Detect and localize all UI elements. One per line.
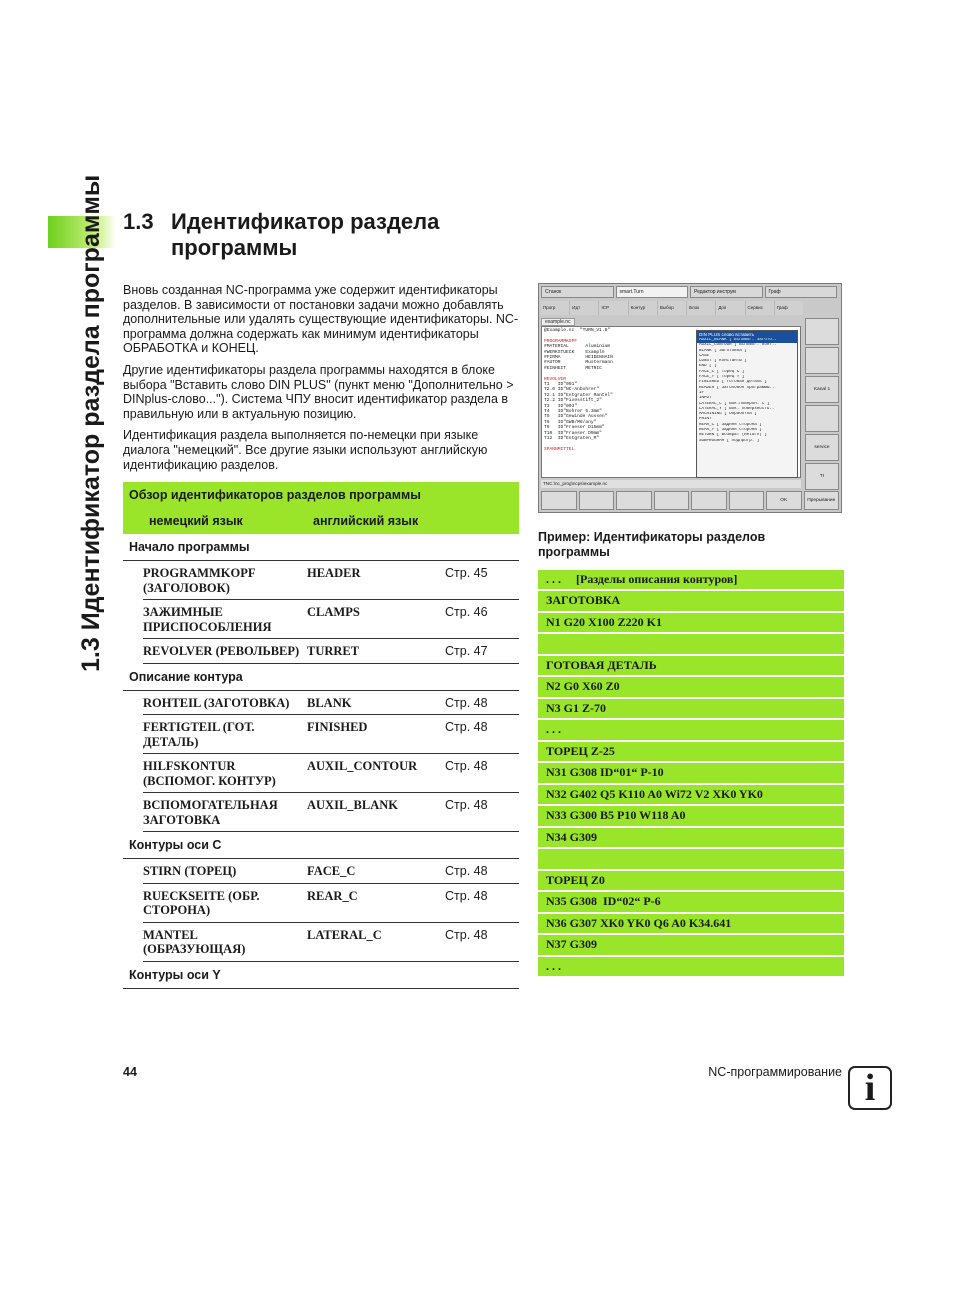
german-identifier: RUECKSEITE (ОБР. СТОРОНА) — [143, 883, 307, 922]
screenshot-tabs — [541, 286, 837, 298]
toolbar-menu-item[interactable]: Выбор — [658, 301, 686, 315]
code-line — [538, 634, 844, 653]
english-identifier: BLANK — [307, 690, 445, 715]
horizontal-softkey[interactable]: Прерывание — [804, 491, 840, 510]
table-row — [123, 600, 519, 639]
popup-item[interactable]: FACE_Y [ Торец Y ] — [699, 375, 745, 380]
section-title-line2: программы — [171, 235, 298, 260]
chapter-name: NC-программирование — [708, 1065, 842, 1079]
table-row — [123, 922, 519, 961]
code-line: N1 G20 X100 Z220 K1 — [538, 613, 844, 632]
page-reference: Стр. 48 — [445, 715, 519, 754]
section-title-line1: Идентификатор раздела — [171, 209, 440, 234]
editor-line: @Example.nc "TURN_V1.0" — [544, 328, 611, 333]
intro-paragraph: Другие идентификаторы раздела программы находятся в блоке выбора "Вставить слово DIN PLUS" (пункт меню "Дополнительно > DINplus-слово..."). Система ЧПУ вносит идентификатор раздела в правильную или в актуальную позицию. — [123, 362, 514, 421]
page-reference: Стр. 46 — [445, 600, 519, 639]
german-identifier: STIRN (ТОРЕЦ) — [143, 859, 307, 884]
code-line: N34 G309 — [538, 828, 844, 847]
editor-line: T9 ID"Fraeser D15mm" — [544, 425, 605, 431]
code-line: N36 G307 XK0 YK0 Q6 A0 K34.641 — [538, 914, 844, 933]
german-identifier: PROGRAMMKOPF (ЗАГОЛОВОК) — [143, 561, 307, 600]
popup-item[interactable]: AUXIL_BLANK [ Вспомог. загото.. — [697, 338, 797, 343]
english-identifier: TURRET — [307, 639, 445, 664]
table-row — [123, 561, 519, 600]
page-reference: Стр. 48 — [445, 793, 519, 832]
info-icon: i — [848, 1066, 892, 1110]
section-number: 1.3 — [123, 209, 154, 234]
page-reference: Стр. 47 — [445, 639, 519, 664]
popup-item[interactable]: BLANK [ Заготовка ] — [699, 348, 747, 353]
german-identifier: FERTIGTEIL (ГОТ. ДЕТАЛЬ) — [143, 715, 307, 754]
editor-line: T4 ID"Bohrer 5.3mm" — [544, 409, 602, 415]
editor-line: T2.2 ID"Fixesstift_2" — [544, 398, 602, 404]
popup-item[interactable]: PRINT — [699, 417, 712, 422]
horizontal-softkey[interactable]: OK — [766, 491, 802, 510]
toolbar-menu-item[interactable]: Граф — [775, 301, 803, 315]
vertical-softkeys — [805, 318, 839, 490]
popup-item[interactable]: IF — [699, 390, 705, 395]
file-path: TNC:\nc_prog\ncps\example.nc — [541, 480, 801, 488]
table-indent — [123, 883, 143, 922]
code-line: ТОРЕЦ Z-25 — [538, 742, 844, 761]
table-title: Обзор идентификаторов разделов программы — [123, 482, 519, 508]
popup-item[interactable]: SUBPROGRAM [ Подпрогр. ] — [699, 438, 760, 443]
popup-item[interactable]: LATERAL_C [ Бок.поверхн. C ] — [699, 401, 770, 406]
popup-item[interactable]: REAR_C [ Задняя сторона ] — [699, 422, 762, 427]
english-identifier: REAR_C — [307, 883, 445, 922]
toolbar-menu-item[interactable]: ICP — [599, 301, 627, 315]
page-reference: Стр. 48 — [445, 754, 519, 793]
popup-item[interactable]: FACE_C [ Торец C ] — [699, 369, 745, 374]
editor-line: SPANNMITTEL — [544, 446, 575, 452]
toolbar-menu-item[interactable]: Идт — [570, 301, 598, 315]
code-example — [538, 570, 844, 978]
identifiers-table — [123, 482, 519, 989]
german-identifier: MANTEL (ОБРАЗУЮЩАЯ) — [143, 922, 307, 961]
table-section-row — [123, 663, 519, 690]
editor-line: T5 ID"Gewinde Aussen" — [544, 414, 608, 420]
editor-line: T6 ID"GWB/M6/any" — [544, 419, 597, 425]
toolbar-menu-item[interactable]: Блок — [687, 301, 715, 315]
editor-line: T2.0 ID"NC-Anbohrer" — [544, 387, 600, 393]
table-row — [123, 859, 519, 884]
german-identifier: ВСПОМОГАТЕЛЬНАЯ ЗАГОТОВКА — [143, 793, 307, 832]
toolbar-menu-item[interactable]: Доп — [716, 301, 744, 315]
table-row — [123, 754, 519, 793]
table-row — [123, 793, 519, 832]
popup-item[interactable]: CASE — [699, 353, 710, 358]
vertical-softkey[interactable] — [805, 405, 839, 432]
table-indent — [123, 600, 143, 639]
german-identifier: ROHTEIL (ЗАГОТОВКА) — [143, 690, 307, 715]
english-identifier: AUXIL_CONTOUR — [307, 754, 445, 793]
code-line: N2 G0 X60 Z0 — [538, 677, 844, 696]
editor-line: #MATERIAL Aluminium — [544, 344, 611, 350]
code-line: ЗАГОТОВКА — [538, 591, 844, 610]
english-identifier: AUXIL_BLANK — [307, 793, 445, 832]
table-section-row — [123, 961, 519, 988]
table-row — [123, 639, 519, 664]
popup-item[interactable]: RETURN [ Возврат (Return) ] — [699, 433, 767, 438]
german-identifier: HILFSKONTUR (ВСПОМОГ. КОНТУР) — [143, 754, 307, 793]
intro-paragraph: Идентификация раздела выполняется по-немецки при языке диалога "немецкий". Все другие языки используют английскую идентификацию разделов. — [123, 428, 488, 472]
toolbar-menu-item[interactable]: Сервис — [746, 301, 774, 315]
tab-graphics[interactable]: Граф — [765, 286, 838, 298]
table-indent — [123, 715, 143, 754]
code-line: N31 G308 ID“01“ P-10 — [538, 763, 844, 782]
editor-line: #EINHEIT METRIC — [544, 365, 602, 371]
english-identifier: CLAMPS — [307, 600, 445, 639]
english-identifier: FINISHED — [307, 715, 445, 754]
popup-item[interactable]: AUXIL_CONTOUR [ Вспомог. конт.. — [699, 343, 777, 348]
vertical-softkey[interactable] — [805, 318, 839, 345]
code-line: N35 G308 ID“02“ P-6 — [538, 892, 844, 911]
vertical-softkey[interactable]: TI — [805, 463, 839, 490]
tab-tool-editor[interactable]: Редактор инструм — [690, 286, 763, 298]
english-identifier: FACE_C — [307, 859, 445, 884]
table-indent — [123, 639, 143, 664]
page-reference: Стр. 48 — [445, 883, 519, 922]
popup-item[interactable]: INPUT — [699, 396, 712, 401]
table-indent — [123, 922, 143, 961]
column-header-german: немецкий язык — [123, 508, 307, 534]
horizontal-softkey[interactable] — [691, 491, 727, 510]
screenshot-toolbar — [541, 301, 803, 315]
editor-line: #WERKSTUECK Example — [544, 349, 605, 355]
table-row — [123, 715, 519, 754]
editor-filename: example.nc — [541, 318, 575, 326]
editor-line: #AUTOR Mustermann — [544, 360, 613, 366]
popup-item[interactable]: FINISHED [ Готовая деталь ] — [699, 380, 767, 385]
table-indent — [123, 690, 143, 715]
code-line: . . . — [538, 720, 844, 739]
side-chapter-title: 1.3 Идентификатор раздела программы — [77, 174, 105, 672]
code-line: N32 G402 Q5 K110 A0 Wi72 V2 XK0 YK0 — [538, 785, 844, 804]
editor-line: REVOLVER — [544, 376, 567, 382]
vertical-softkey[interactable]: service — [805, 434, 839, 461]
din-plus-word-popup — [696, 330, 798, 478]
table-section-label: Контуры оси Y — [123, 961, 519, 988]
page-reference: Стр. 48 — [445, 690, 519, 715]
german-identifier: REVOLVER (РЕВОЛЬВЕР) — [143, 639, 307, 664]
horizontal-softkey[interactable] — [616, 491, 652, 510]
table-indent — [123, 793, 143, 832]
table-section-label: Контуры оси C — [123, 832, 519, 859]
popup-title: DIN PLUS слово вставить — [697, 331, 797, 338]
editor-line: PROGRAMMKOPF — [544, 338, 578, 344]
popup-item[interactable]: HEADER [ Заголовок программы.. — [699, 385, 775, 390]
table-section-label: Начало программы — [123, 534, 519, 561]
code-line: . . . [Разделы описания контуров] — [538, 570, 844, 589]
page-reference: Стр. 48 — [445, 859, 519, 884]
editor-line: T10 ID"Fraeser D9mm" — [544, 430, 602, 436]
tab-machine[interactable]: Станок — [541, 286, 614, 298]
editor-line: T3 ID"003" — [544, 403, 578, 409]
horizontal-softkey[interactable] — [654, 491, 690, 510]
code-line: ТОРЕЦ Z0 — [538, 871, 844, 890]
column-header-english: английский язык — [307, 508, 519, 534]
table-indent — [123, 859, 143, 884]
toolbar-menu-item[interactable]: Прогр — [541, 301, 569, 315]
vertical-softkey[interactable]: Kanal 1 — [805, 376, 839, 403]
table-indent — [123, 754, 143, 793]
editor-line: T1 ID"001" — [544, 382, 578, 388]
code-line: N33 G300 B5 P10 W118 A0 — [538, 806, 844, 825]
code-line: . . . — [538, 957, 844, 976]
code-line — [538, 849, 844, 868]
table-section-row — [123, 832, 519, 859]
german-identifier: ЗАЖИМНЫЕ ПРИСПОСОБЛЕНИЯ — [143, 600, 307, 639]
horizontal-softkeys — [541, 491, 839, 510]
example-title: Пример: Идентификаторы разделов программы — [538, 530, 766, 559]
page-reference: Стр. 48 — [445, 922, 519, 961]
table-row — [123, 883, 519, 922]
popup-item[interactable]: END [ ] — [699, 364, 717, 369]
english-identifier: HEADER — [307, 561, 445, 600]
editor-line: T12 ID"Entgraten_M" — [544, 436, 600, 442]
horizontal-softkey[interactable] — [541, 491, 577, 510]
page-number: 44 — [123, 1065, 137, 1079]
table-section-label: Описание контура — [123, 663, 519, 690]
control-screenshot — [538, 283, 842, 513]
tab-smart-turn[interactable]: smart.Turn — [616, 286, 689, 298]
vertical-softkey[interactable] — [805, 347, 839, 374]
english-identifier: LATERAL_C — [307, 922, 445, 961]
popup-item[interactable]: CONST [ Константы ] — [699, 359, 747, 364]
page-reference: Стр. 45 — [445, 561, 519, 600]
horizontal-softkey[interactable] — [729, 491, 765, 510]
code-line: N3 G1 Z-70 — [538, 699, 844, 718]
editor-line: T2.1 ID"Entgrater Mantel" — [544, 392, 613, 398]
toolbar-menu-item[interactable]: Контур — [629, 301, 657, 315]
code-line: N37 G309 — [538, 935, 844, 954]
code-line: ГОТОВАЯ ДЕТАЛЬ — [538, 656, 844, 675]
intro-paragraph: Вновь созданная NC-программа уже содержит идентификаторы разделов. В зависимости от постановки задачи можно добавлять дополнительные или удалять существующие идентификаторы. NC-программа должна содержать как минимум идентификаторы ОБРАБОТКА и КОНЕЦ. — [123, 283, 519, 356]
editor-line: #FIRMA HEIDENHAIN — [544, 355, 613, 361]
table-section-row — [123, 534, 519, 561]
table-indent — [123, 561, 143, 600]
popup-item[interactable]: LATERAL_Y [ Бок. поверхность.. — [699, 406, 775, 411]
horizontal-softkey[interactable] — [579, 491, 615, 510]
intro-text — [123, 283, 521, 479]
popup-item[interactable]: REAR_Y [ Задняя сторона ] — [699, 428, 762, 433]
table-row — [123, 690, 519, 715]
section-heading — [123, 209, 439, 261]
popup-item[interactable]: MACHINING [ Обработка ] — [699, 412, 757, 417]
